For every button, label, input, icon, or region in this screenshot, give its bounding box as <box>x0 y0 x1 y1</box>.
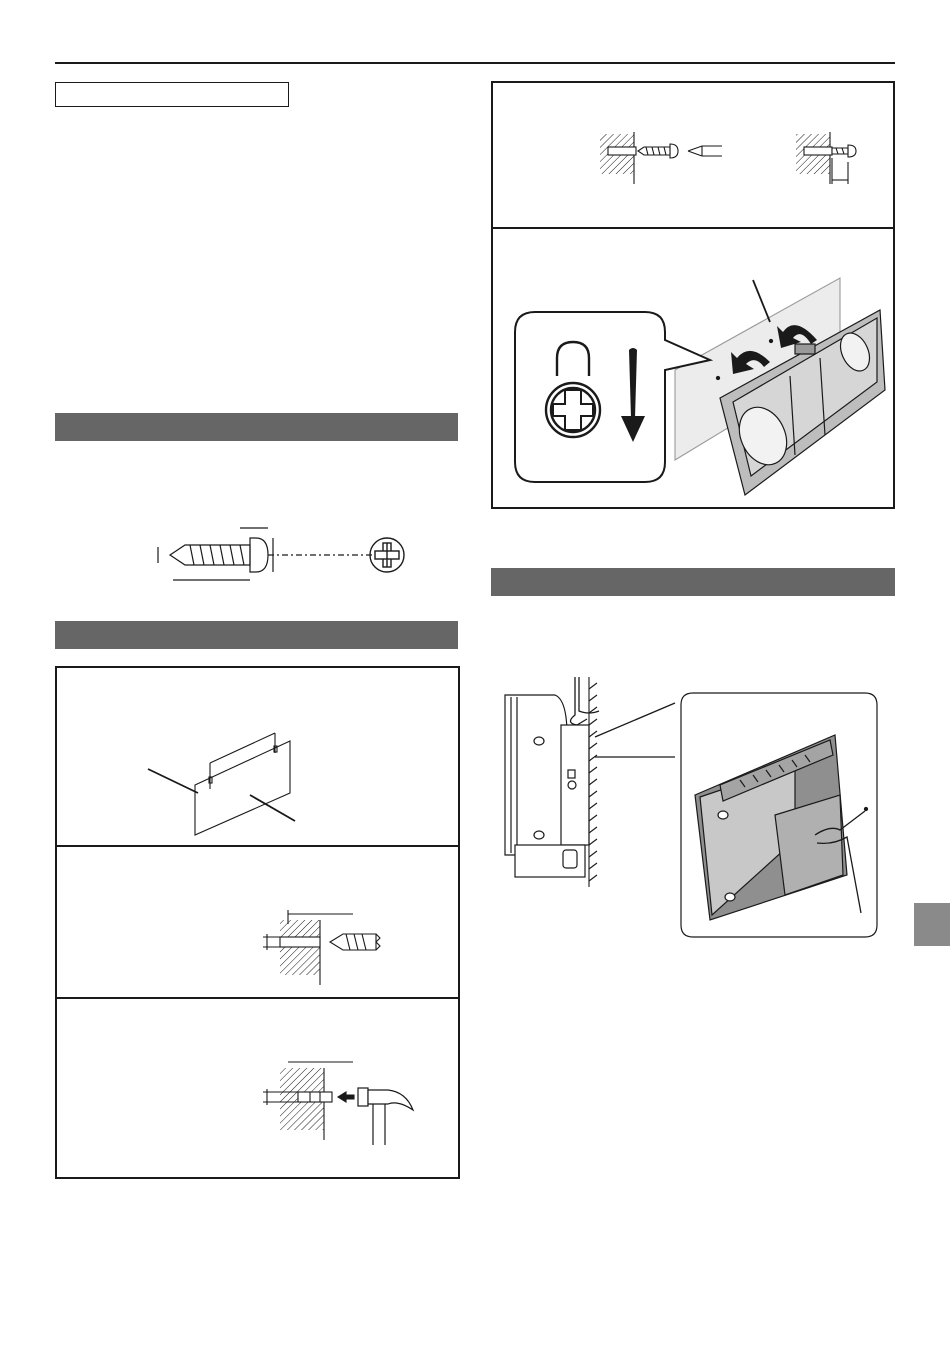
step-divider <box>491 227 895 229</box>
hang-unit-figure <box>505 270 890 500</box>
step-divider <box>55 845 460 847</box>
screwdriver-icon <box>688 146 722 156</box>
section-bar-screws <box>55 413 458 441</box>
label-box <box>55 82 289 107</box>
wall-template-figure <box>140 725 310 840</box>
wall-hatch <box>589 677 597 887</box>
drill-figure <box>258 910 388 990</box>
screw-icon <box>638 144 678 158</box>
cable-detail-callout <box>681 693 877 937</box>
screw-depth-figure <box>598 128 863 188</box>
screw-head-cross-icon <box>370 538 404 572</box>
cable-routing-figure <box>495 675 895 960</box>
screw-icon <box>158 528 390 580</box>
section-bar-mounting <box>55 621 458 649</box>
header-rule <box>55 62 895 64</box>
wall-plug-icon <box>298 1092 354 1102</box>
page-edge-tab <box>914 903 950 946</box>
audio-unit-icon <box>505 695 589 877</box>
plug-hammer-figure <box>258 1060 418 1145</box>
wall-template-icon <box>148 733 295 835</box>
screw-diagram <box>150 520 420 590</box>
section-bar-cable <box>491 568 895 596</box>
hammer-icon <box>358 1088 413 1145</box>
drill-bit-icon <box>330 934 380 950</box>
step-divider <box>55 997 460 999</box>
